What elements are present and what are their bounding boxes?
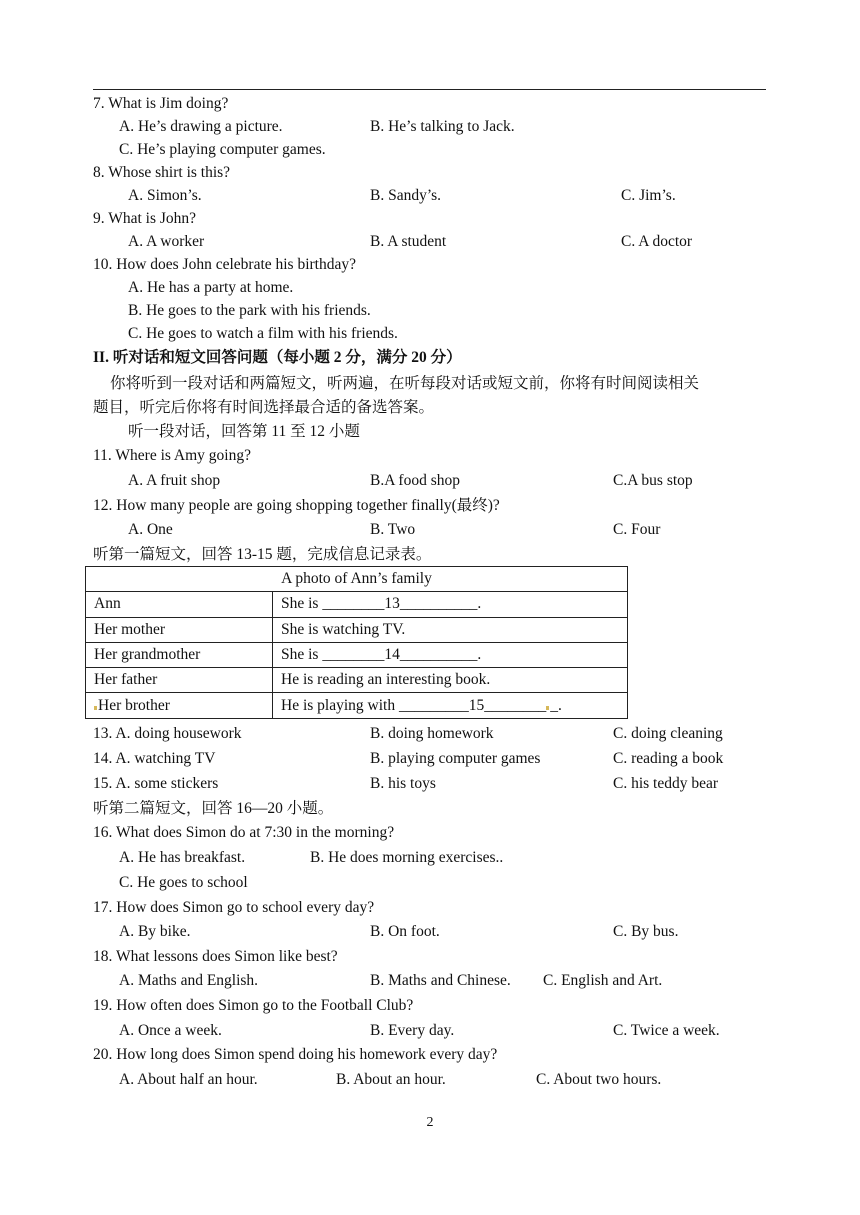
table-row [86, 668, 628, 693]
table-cell-person: Her mother [86, 617, 273, 642]
question-16-option-c: C. He goes to school [119, 874, 248, 891]
question-20-option-b: B. About an hour. [336, 1071, 446, 1088]
table-title: A photo of Ann’s family [86, 567, 628, 592]
question-7-stem: 7. What is Jim doing? [93, 95, 229, 112]
question-18-option-a: A. Maths and English. [119, 972, 259, 989]
question-16-stem: 16. What does Simon do at 7:30 in the morning? [93, 824, 395, 841]
question-9-option-c: C. A doctor [621, 233, 693, 250]
question-19-option-c: C. Twice a week. [613, 1022, 720, 1039]
question-17-option-b: B. On foot. [370, 923, 440, 940]
question-16-option-a: A. He has breakfast. [119, 849, 246, 866]
table-row [86, 693, 628, 718]
question-7-option-b: B. He’s talking to Jack. [370, 118, 515, 135]
question-13-option-b: B. doing homework [370, 725, 494, 742]
table-cell-activity-cell [273, 693, 628, 718]
question-16-option-b: B. He does morning exercises.. [310, 849, 504, 866]
question-18-option-c: C. English and Art. [543, 972, 663, 989]
question-13-option-c: C. doing cleaning [613, 725, 723, 742]
question-7-option-c: C. He’s playing computer games. [119, 141, 326, 158]
dialogue-intro: 听一段对话，回答第 11 至 12 小题 [128, 423, 360, 440]
question-17-option-c: C. By bus. [613, 923, 679, 940]
passage-2-intro: 听第二篇短文，回答 16—20 小题。 [93, 800, 334, 817]
family-photo-table [85, 566, 628, 719]
question-19-stem: 19. How often does Simon go to the Football Club? [93, 997, 414, 1014]
table-cell-person: Her brother [98, 696, 170, 714]
table-cell-activity: She is ________14__________. [273, 642, 628, 667]
question-8-option-b: B. Sandy’s. [370, 187, 442, 204]
table-cell-person: Ann [86, 592, 273, 617]
question-10-option-a: A. He has a party at home. [128, 279, 294, 296]
page-number: 2 [426, 1115, 434, 1130]
table-row [86, 617, 628, 642]
question-19-option-b: B. Every day. [370, 1022, 455, 1039]
question-17-stem: 17. How does Simon go to school every day? [93, 899, 375, 916]
table-cell-activity: She is ________13__________. [273, 592, 628, 617]
question-10-option-c: C. He goes to watch a film with his friends. [128, 325, 398, 342]
question-7-option-a: A. He’s drawing a picture. [119, 118, 283, 135]
table-cell-activity: He is playing with _________15________ [281, 696, 547, 714]
table-cell-person: Her grandmother [86, 642, 273, 667]
question-18-option-b: B. Maths and Chinese. [370, 972, 511, 989]
question-20-option-a: A. About half an hour. [119, 1071, 258, 1088]
question-12-option-a: A. One [128, 521, 173, 538]
question-13-option-a: 13. A. doing housework [93, 725, 242, 742]
question-18-stem: 18. What lessons does Simon like best? [93, 948, 338, 965]
passage-1-intro: 听第一篇短文，回答 13-15 题，完成信息记录表。 [93, 546, 432, 563]
table-row [86, 592, 628, 617]
table-cell-activity: She is watching TV. [273, 617, 628, 642]
table-cell-person: Her father [86, 668, 273, 693]
question-11-option-c: C.A bus stop [613, 472, 693, 489]
question-14-option-c: C. reading a book [613, 750, 724, 767]
question-14-option-a: 14. A. watching TV [93, 750, 216, 767]
question-11-option-b: B.A food shop [370, 472, 460, 489]
question-8-stem: 8. Whose shirt is this? [93, 164, 231, 181]
question-15-option-c: C. his teddy bear [613, 775, 719, 792]
section-2-instructions-line-2: 题目，听完后你将有时间选择最合适的备选答案。 [93, 399, 435, 416]
question-9-option-a: A. A worker [128, 233, 205, 250]
table-cell-person-cell [86, 693, 273, 718]
table-header-row [86, 567, 628, 592]
question-11-option-a: A. A fruit shop [128, 472, 221, 489]
question-8-option-a: A. Simon’s. [128, 187, 202, 204]
question-20-option-c: C. About two hours. [536, 1071, 662, 1088]
table-cell-activity: He is reading an interesting book. [273, 668, 628, 693]
question-15-option-a: 15. A. some stickers [93, 775, 219, 792]
question-10-option-b: B. He goes to the park with his friends. [128, 302, 371, 319]
question-14-option-b: B. playing computer games [370, 750, 541, 767]
table-row [86, 642, 628, 667]
edit-mark-icon [94, 706, 97, 710]
question-15-option-b: B. his toys [370, 775, 436, 792]
question-20-stem: 20. How long does Simon spend doing his homework every day? [93, 1046, 498, 1063]
question-17-option-a: A. By bike. [119, 923, 191, 940]
edit-mark-icon [546, 706, 549, 710]
question-12-option-c: C. Four [613, 521, 661, 538]
section-2-heading: II. 听对话和短文回答问题（每小题 2 分，满分 20 分） [93, 349, 462, 366]
table-cell-activity-tail: _. [550, 696, 562, 714]
question-9-stem: 9. What is John? [93, 210, 197, 227]
section-2-instructions-line-1: 你将听到一段对话和两篇短文，听两遍，在听每段对话或短文前，你将有时间阅读相关 [110, 375, 700, 392]
question-12-stem: 12. How many people are going shopping together finally(最终)? [93, 497, 500, 514]
question-9-option-b: B. A student [370, 233, 447, 250]
question-10-stem: 10. How does John celebrate his birthday? [93, 256, 357, 273]
question-19-option-a: A. Once a week. [119, 1022, 222, 1039]
question-8-option-c: C. Jim’s. [621, 187, 676, 204]
header-rule [93, 89, 766, 90]
question-11-stem: 11. Where is Amy going? [93, 447, 251, 464]
question-12-option-b: B. Two [370, 521, 416, 538]
